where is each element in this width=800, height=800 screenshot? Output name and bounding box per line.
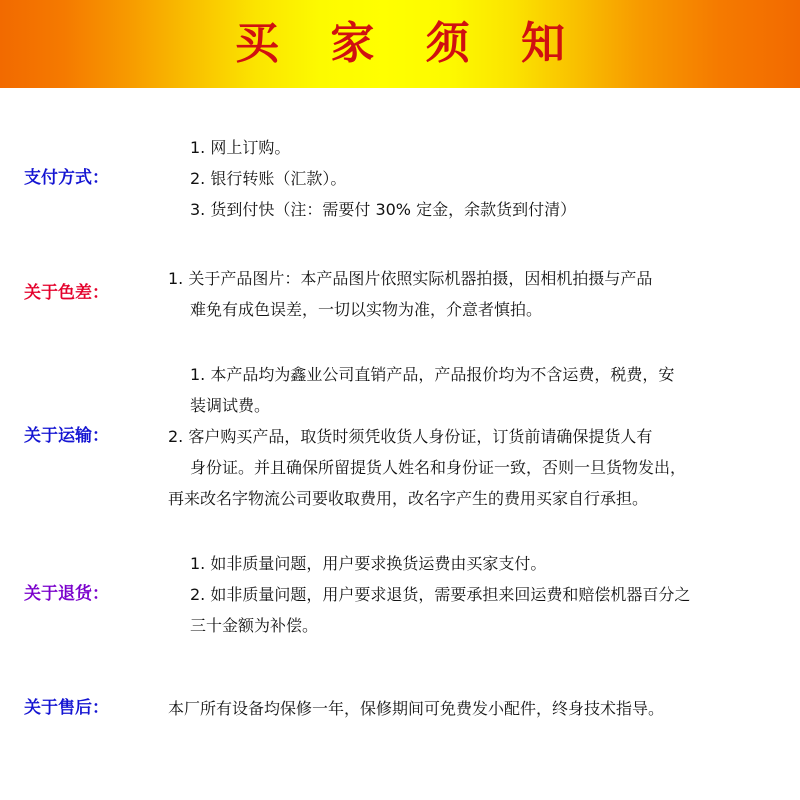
list-item: 1. 关于产品图片：本产品图片依照实际机器拍摄，因相机拍摄与产品 [168,269,653,288]
section-returns [0,548,800,641]
list-item: 装调试费。 [190,396,271,415]
list-item: 3. 货到付快（注：需要付 30% 定金，余款货到付清） [190,200,577,219]
list-item: 本厂所有设备均保修一年，保修期间可免费发小配件，终身技术指导。 [168,699,665,718]
list-item: 2. 银行转账（汇款）。 [190,169,347,188]
section-label-after-sales: 关于售后： [24,698,109,718]
list-item: 1. 本产品均为鑫业公司直销产品，产品报价均为不含运费，税费，安 [190,365,675,384]
list-item: 难免有成色误差，一切以实物为准，介意者慎拍。 [190,300,543,319]
section-body-shipping [154,359,778,514]
section-body-after-sales [154,693,778,724]
list-item: 三十金额为补偿。 [190,616,319,635]
section-body-color-difference [154,263,778,325]
section-label-payment: 支付方式： [24,168,109,188]
list-item: 2. 客户购买产品，取货时须凭收货人身份证，订货前请确保提货人有 [168,427,653,446]
list-item: 再来改名字物流公司要收取费用，改名字产生的费用买家自行承担。 [168,489,649,508]
section-after-sales [0,693,800,724]
notice-content [0,132,800,724]
section-body-returns [154,548,778,641]
list-item: 1. 如非质量问题，用户要求换货运费由买家支付。 [190,554,547,573]
list-item: 身份证。并且确保所留提货人姓名和身份证一致，否则一旦货物发出， [190,458,687,477]
banner [0,0,800,88]
section-body-payment [154,132,778,225]
section-label-returns: 关于退货： [24,584,109,604]
list-item: 1. 网上订购。 [190,138,291,157]
section-color-difference [0,263,800,325]
section-payment [0,132,800,225]
section-label-color-difference: 关于色差： [24,283,109,303]
section-shipping [0,359,800,514]
list-item: 2. 如非质量问题，用户要求退货，需要承担来回运费和赔偿机器百分之 [190,585,691,604]
section-label-shipping: 关于运输： [24,426,109,446]
page-title: 买 家 须 知 [235,18,583,69]
